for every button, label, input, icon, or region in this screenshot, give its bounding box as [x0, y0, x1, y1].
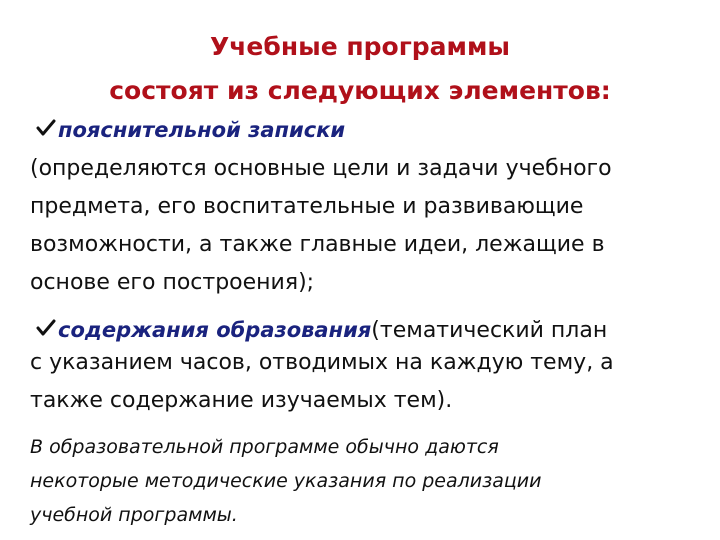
- bullet2-desc-line3: также содержание изучаемых тем).: [30, 388, 453, 413]
- checkmark-icon: [36, 319, 58, 337]
- bullet-heading-education-content: содержания образования: [58, 318, 372, 342]
- slide-title-line1: Учебные программы: [209, 32, 511, 61]
- bullet1-desc-line2: предмета, его воспитательные и развивающие: [30, 194, 584, 219]
- bullet1-desc-line1: (определяются основные цели и задачи учебного: [30, 156, 612, 181]
- note-line2: некоторые методические указания по реализации: [30, 470, 542, 492]
- bullet2-desc-line1: (тематический план: [371, 318, 608, 343]
- bullet1-desc-line4: основе его построения);: [30, 270, 315, 295]
- bullet2-desc-line2: с указанием часов, отводимых на каждую тему, а: [30, 350, 614, 375]
- bullet-item-education-content: [36, 312, 607, 350]
- bullet-item-explanatory-note: [36, 118, 345, 142]
- checkmark-icon: [36, 119, 58, 137]
- slide-title-line2: состоят из следующих элементов:: [109, 76, 611, 105]
- bullet1-desc-line3: возможности, а также главные идеи, лежащие в: [30, 232, 605, 257]
- note-line3: учебной программы.: [30, 504, 238, 526]
- note-line1: В образовательной программе обычно даются: [30, 436, 499, 458]
- bullet-heading-explanatory-note: пояснительной записки: [58, 118, 346, 142]
